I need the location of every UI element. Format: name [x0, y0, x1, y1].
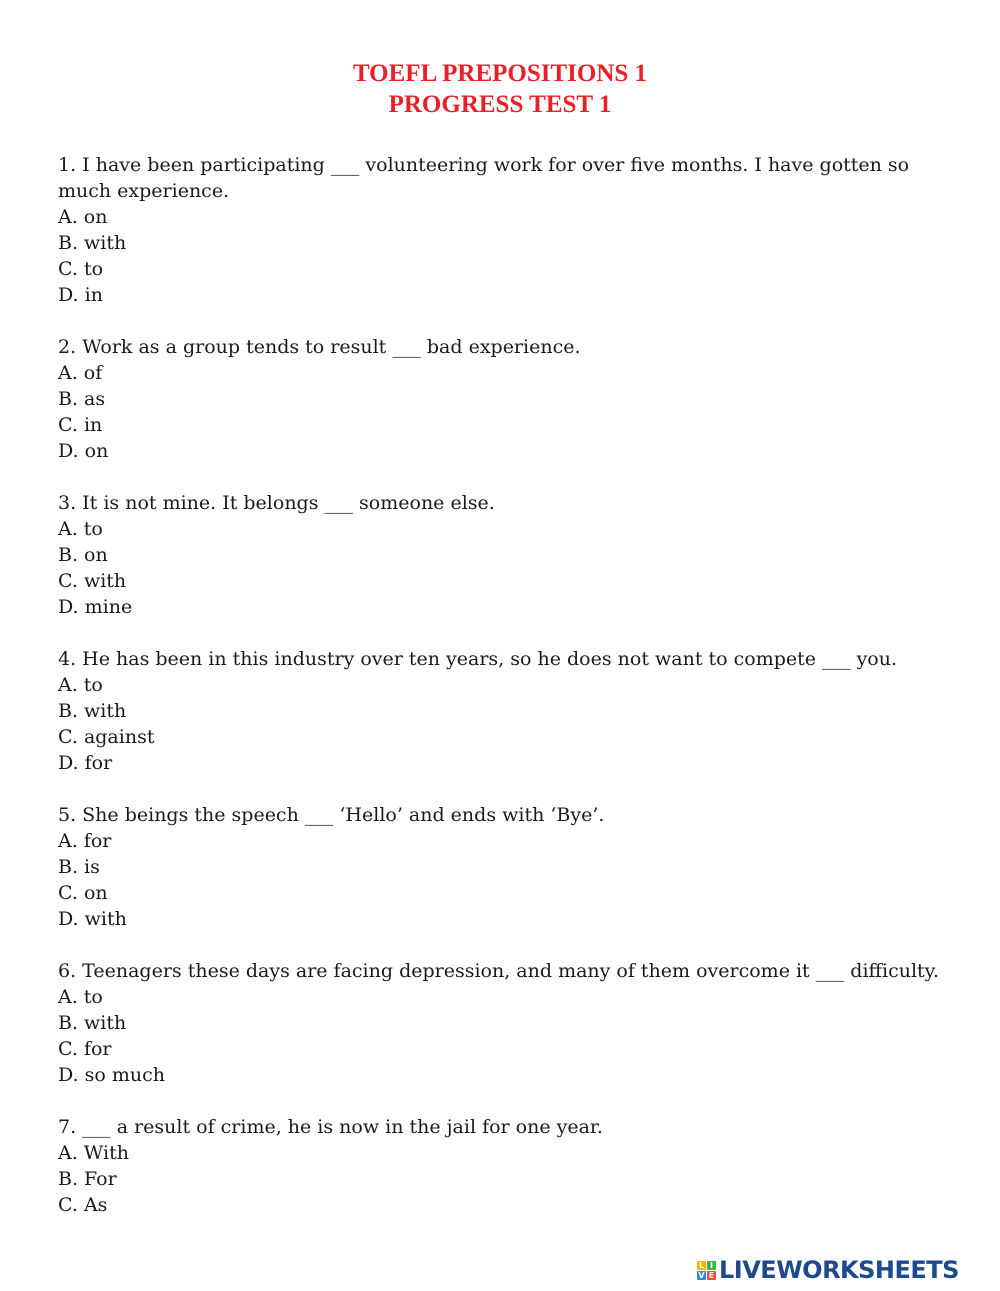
answer-option: C. to	[58, 258, 104, 280]
answer-option: B. is	[58, 856, 100, 878]
logo-mark-tile: V	[698, 1270, 705, 1280]
answer-option: B. For	[58, 1168, 117, 1190]
question-stem: 3. It is not mine. It belongs ___ someone else.	[58, 492, 495, 514]
question-6	[58, 958, 943, 1088]
answer-option: D. for	[58, 752, 113, 774]
answer-option: B. on	[58, 544, 108, 566]
question-list	[58, 152, 943, 1244]
question-7	[58, 1114, 943, 1218]
question-4	[58, 646, 943, 776]
liveworksheets-logo	[697, 1255, 959, 1285]
logo-mark-tile: L	[698, 1260, 705, 1270]
question-5	[58, 802, 943, 932]
answer-option: B. with	[58, 232, 127, 254]
question-3	[58, 490, 943, 620]
answer-option: D. with	[58, 908, 127, 930]
question-2	[58, 334, 943, 464]
worksheet-title: TOEFL PREPOSITIONS 1	[352, 60, 648, 87]
answer-option: A. to	[58, 674, 103, 696]
answer-option: A. for	[58, 830, 112, 852]
answer-option: B. as	[58, 388, 106, 410]
answer-option: A. on	[58, 206, 108, 228]
answer-option: A. of	[58, 362, 103, 384]
answer-option: A. to	[58, 986, 103, 1008]
logo-mark-tile: I	[707, 1261, 716, 1270]
answer-option: C. with	[58, 570, 127, 592]
answer-option: D. mine	[58, 596, 133, 618]
worksheet-subtitle: PROGRESS TEST 1	[388, 91, 612, 118]
question-stem: 1. I have been participating ___ volunteering work for over five months. I have gotten so much experience.	[58, 154, 910, 202]
answer-option: A. With	[58, 1142, 129, 1164]
question-stem: 6. Teenagers these days are facing depression, and many of them overcome it ___ difficulty.	[58, 960, 939, 982]
logo-mark-tile: E	[708, 1270, 715, 1280]
question-stem: 2. Work as a group tends to result ___ bad experience.	[58, 336, 581, 358]
answer-option: A. to	[58, 518, 103, 540]
logo-text: LIVEWORKSHEETS	[719, 1256, 959, 1284]
question-stem: 4. He has been in this industry over ten years, so he does not want to compete ___ you.	[58, 648, 898, 670]
answer-option: D. so much	[58, 1064, 165, 1086]
answer-option: C. on	[58, 882, 108, 904]
answer-option: C. in	[58, 414, 103, 436]
question-stem: 7. ___ a result of crime, he is now in the jail for one year.	[58, 1116, 603, 1138]
question-1	[58, 152, 943, 308]
answer-option: C. for	[58, 1038, 112, 1060]
answer-option: C. As	[58, 1194, 108, 1216]
answer-option: B. with	[58, 700, 127, 722]
answer-option: C. against	[58, 726, 155, 748]
answer-option: D. on	[58, 440, 109, 462]
liveworksheets-logo-icon	[697, 1261, 716, 1280]
question-stem: 5. She beings the speech ___ ‘Hello’ and ends with ‘Bye’.	[58, 804, 605, 826]
answer-option: D. in	[58, 284, 103, 306]
answer-option: B. with	[58, 1012, 127, 1034]
